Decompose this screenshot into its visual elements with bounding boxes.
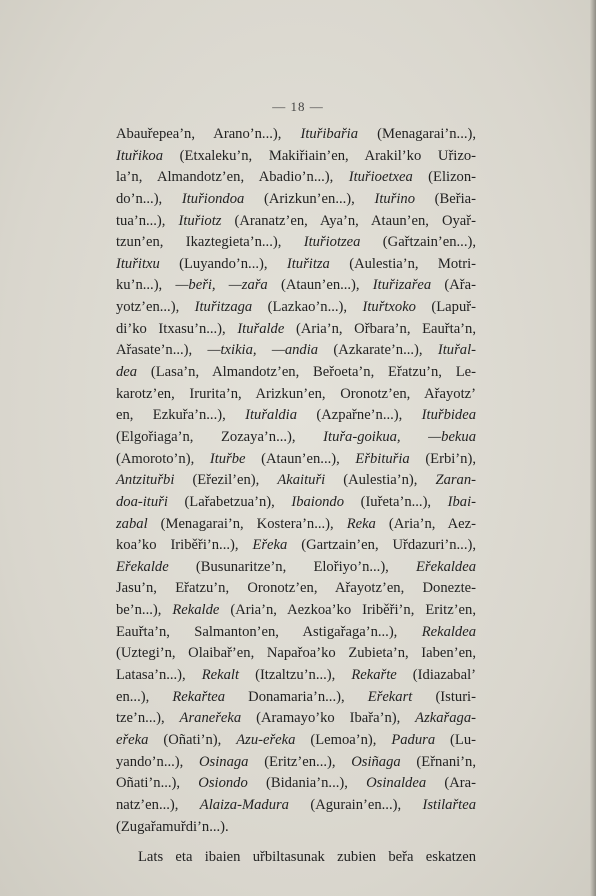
text-line: (Elgořiaga’n, Zozaya’n...), Ituřa-goikua, —bekua <box>116 428 476 445</box>
text-line: Ituřikoa (Etxaleku’n, Makiřiain’en, Arakil’ko Uřizo- <box>116 147 476 164</box>
text-line: natz’en...), Alaiza-Madura (Agurain’en...), Istilařtea <box>116 796 476 813</box>
text-line: tua’n...), Ituřiotz (Aranatz’en, Aya’n, Ataun’en, Oyař- <box>116 212 476 229</box>
text-line: doa-ituři (Lařabetzua’n), Ibaiondo (Iuřeta’n...), Ibai- <box>116 493 476 510</box>
text-line: Oñati’n...), Osiondo (Bidania’n...), Osinaldea (Ara- <box>116 775 476 792</box>
text-line: (Amoroto’n), Ituřbe (Ataun’en...), Eřbituřia (Erbi’n), <box>116 450 476 467</box>
text-line: Eřekalde (Busunaritze’n, Elořiyo’n...), Eřekaldea <box>116 558 476 575</box>
page-number: — 18 — <box>272 99 324 114</box>
body-text <box>116 124 476 869</box>
text-line: be’n...), Rekalde (Aria’n, Aezkoa’ko Iriběři’n, Eritz’en, <box>116 602 476 619</box>
text-line: Eauřta’n, Salmanton’en, Astigařaga’n...), Rekaldea <box>116 623 476 640</box>
text-line: yando’n...), Osinaga (Eritz’en...), Osiñaga (Eřnani’n, <box>116 753 476 770</box>
text-line: Antzituřbi (Eřezil’en), Akaituři (Aulestia’n), Zaran- <box>116 472 476 489</box>
text-line: Latasa’n...), Rekalt (Itzaltzu’n...), Rekařte (Idiazabal’ <box>116 667 476 684</box>
text-line: en...), Rekařtea Donamaria’n...), Eřekart (Isturi- <box>116 688 476 705</box>
text-line: do’n...), Ituřiondoa (Arizkun’en...), Ituřino (Beřia- <box>116 190 476 207</box>
text-line: la’n, Almandotz’en, Abadio’n...), Ituřioetxea (Elizon- <box>116 169 476 186</box>
text-line: Ařasate’n...), —txikia, —andia (Azkarate’n...), Ituřal- <box>116 342 476 359</box>
text-line: zabal (Menagarai’n, Kostera’n...), Reka (Aria’n, Aez- <box>116 515 477 532</box>
text-line: (Zugařamuřdi’n...). <box>116 818 229 835</box>
text-line: Ituřitxu (Luyando’n...), Ituřitza (Aulestia’n, Motri- <box>116 255 476 272</box>
page-gutter-shadow <box>590 0 596 896</box>
text-line: (Uztegi’n, Olaibař’en, Napařoa’ko Zubieta’n, Iaben’en, <box>116 645 476 662</box>
text-line: ku’n...), —beři, —zařa (Ataun’en...), Ituřizařea (Ařa- <box>116 277 476 294</box>
text-line: dea (Lasa’n, Almandotz’en, Beřoeta’n, Eřatzu’n, Le- <box>116 364 476 381</box>
text-line: en, Ezkuřa’n...), Ituřaldia (Azpařne’n...), Ituřbidea <box>116 407 476 424</box>
text-line: Abauřepea’n, Arano’n...), Ituřibařia (Menagarai’n...), <box>116 126 477 142</box>
paragraph-start-line: Lats eta ibaien uřbiltasunak zubien beřa eskatzen <box>138 849 476 866</box>
text-line: Jasu’n, Eřatzu’n, Oronotz’en, Ařayotz’en, Doneztе- <box>116 580 476 597</box>
text-line: tzun’en, Ikaztegieta’n...), Ituřiotzea (Gařtzain’en...), <box>116 234 476 251</box>
text-line: koa’ko Iriběři’n...), Eřeka (Gartzain’en, Uřdazuri’n...), <box>116 537 476 554</box>
text-line: di’ko Itxasu’n...), Ituřalde (Aria’n, Ořbara’n, Eauřta’n, <box>116 320 476 337</box>
text-line: eřeka (Oñati’n), Azu-eřeka (Lemoa’n), Padura (Lu- <box>116 731 476 748</box>
text-line: yotz’en...), Ituřitzaga (Lazkao’n...), Ituřtxoko (Lapuř- <box>116 299 476 316</box>
text-line: tze’n...), Araneřeka (Aramayo’ko Ibařa’n), Azkařaga- <box>116 710 476 727</box>
text-line: karotz’en, Irurita’n, Arizkun’en, Oronotz’en, Ařayotz’ <box>116 385 476 402</box>
paragraph-gap <box>116 838 476 847</box>
